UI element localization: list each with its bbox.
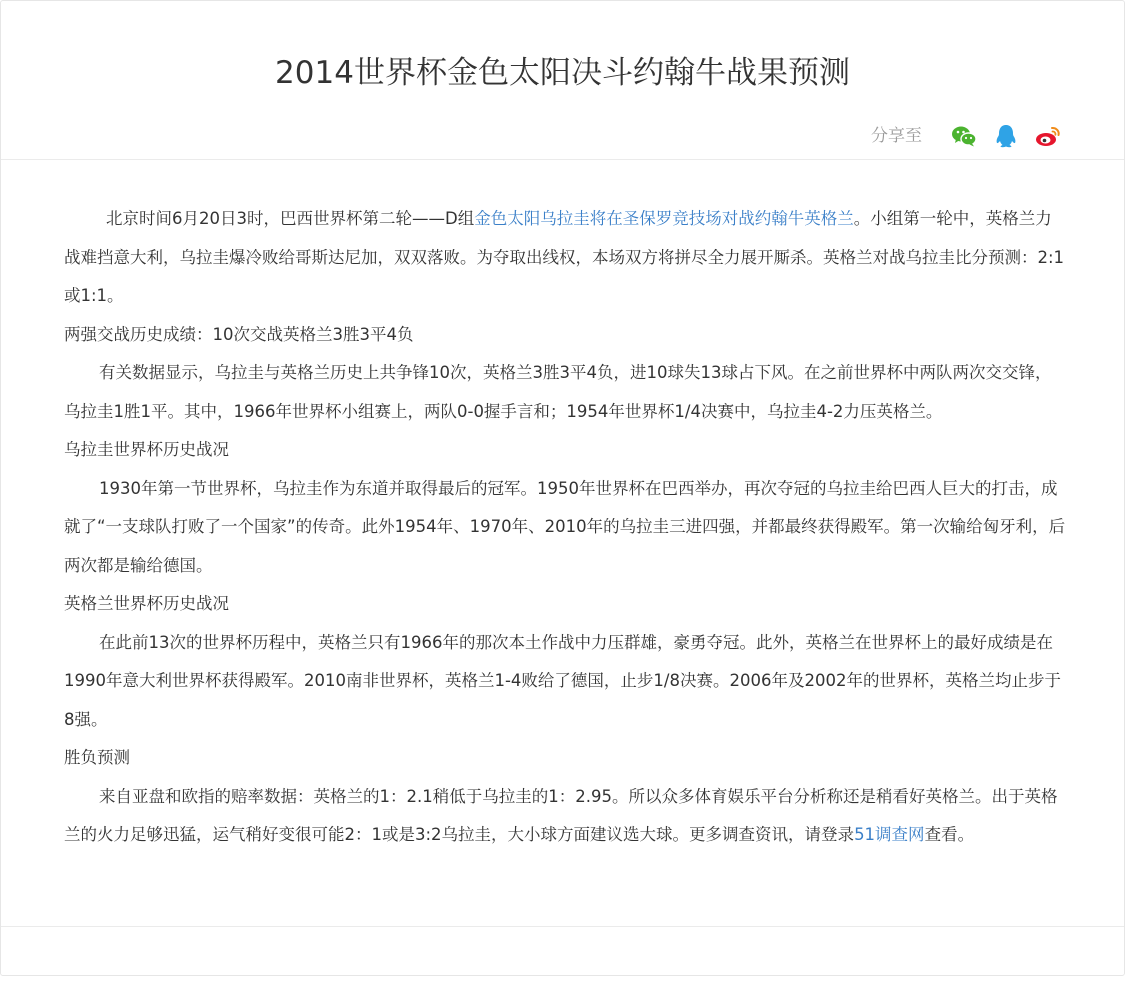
prediction-suffix: 查看。	[924, 825, 975, 844]
share-bar	[871, 122, 1062, 150]
weibo-icon[interactable]	[1034, 122, 1062, 150]
prediction-heading: 胜负预测	[64, 748, 130, 767]
prediction-prefix: 来自亚盘和欧指的赔率数据：英格兰的1：2.1稍低于乌拉圭的1：2.95。所以众多体育娱乐平台分析称还是稍看好英格兰。出于英格兰的火力足够迅猛，运气稍好变很可能2：1或是3:2乌拉圭，大小球方面建议选大球。更多调查资讯，请登录	[64, 786, 1058, 844]
intro-paragraph	[64, 200, 1066, 316]
footer-divider	[1, 926, 1124, 927]
history-paragraph: 有关数据显示，乌拉圭与英格兰历史上共争锋10次，英格兰3胜3平4负，进10球失13球占下风。在之前世界杯中两队两次交交锋，乌拉圭1胜1平。其中，1966年世界杯小组赛上，两队0-0握手言和；1954年世界杯1/4决赛中，乌拉圭4-2力压英格兰。	[64, 363, 1052, 421]
intro-link[interactable]: 金色太阳乌拉圭将在圣保罗竞技场对战约翰牛英格兰	[474, 209, 854, 228]
survey-site-link[interactable]: 51调查网	[854, 825, 925, 844]
history-heading: 两强交战历史成绩：10次交战英格兰3胜3平4负	[64, 324, 414, 344]
qq-icon[interactable]	[992, 122, 1020, 150]
england-paragraph: 在此前13次的世界杯历程中，英格兰只有1966年的那次本土作战中力压群雄，豪勇夺冠。此外，英格兰在世界杯上的最好成绩是在1990年意大利世界杯获得殿军。2010南非世界杯，英格兰1-4败给了德国，止步1/8决赛。2006年及2002年的世界杯，英格兰均止步于8强。	[64, 632, 1061, 729]
intro-suffix: 。小组第一轮中，英格兰力战难挡意大利，乌拉圭爆冷败给哥斯达尼加，双双落败。为夺取出线权，本场双方将拼尽全力展开厮杀。英格兰对战乌拉圭比分预测：2:1或1:1。	[64, 209, 1065, 305]
prediction-paragraph	[64, 778, 1066, 855]
wechat-icon[interactable]	[950, 122, 978, 150]
share-label: 分享至	[871, 126, 922, 146]
article-title: 2014世界杯金色太阳决斗约翰牛战果预测	[275, 55, 850, 91]
uruguay-heading: 乌拉圭世界杯历史战况	[64, 440, 229, 459]
article-header	[1, 1, 1124, 160]
england-heading: 英格兰世界杯历史战况	[64, 594, 229, 613]
article-body	[64, 200, 1066, 855]
intro-prefix: 北京时间6月20日3时，巴西世界杯第二轮——D组	[106, 209, 475, 228]
uruguay-paragraph: 1930年第一节世界杯，乌拉圭作为东道并取得最后的冠军。1950年世界杯在巴西举办，再次夺冠的乌拉圭给巴西人巨大的打击，成就了“一支球队打败了一个国家”的传奇。此外1954年、1970年、2010年的乌拉圭三进四强，并都最终获得殿军。第一次输给匈牙利，后两次都是输给德国。	[64, 478, 1066, 575]
